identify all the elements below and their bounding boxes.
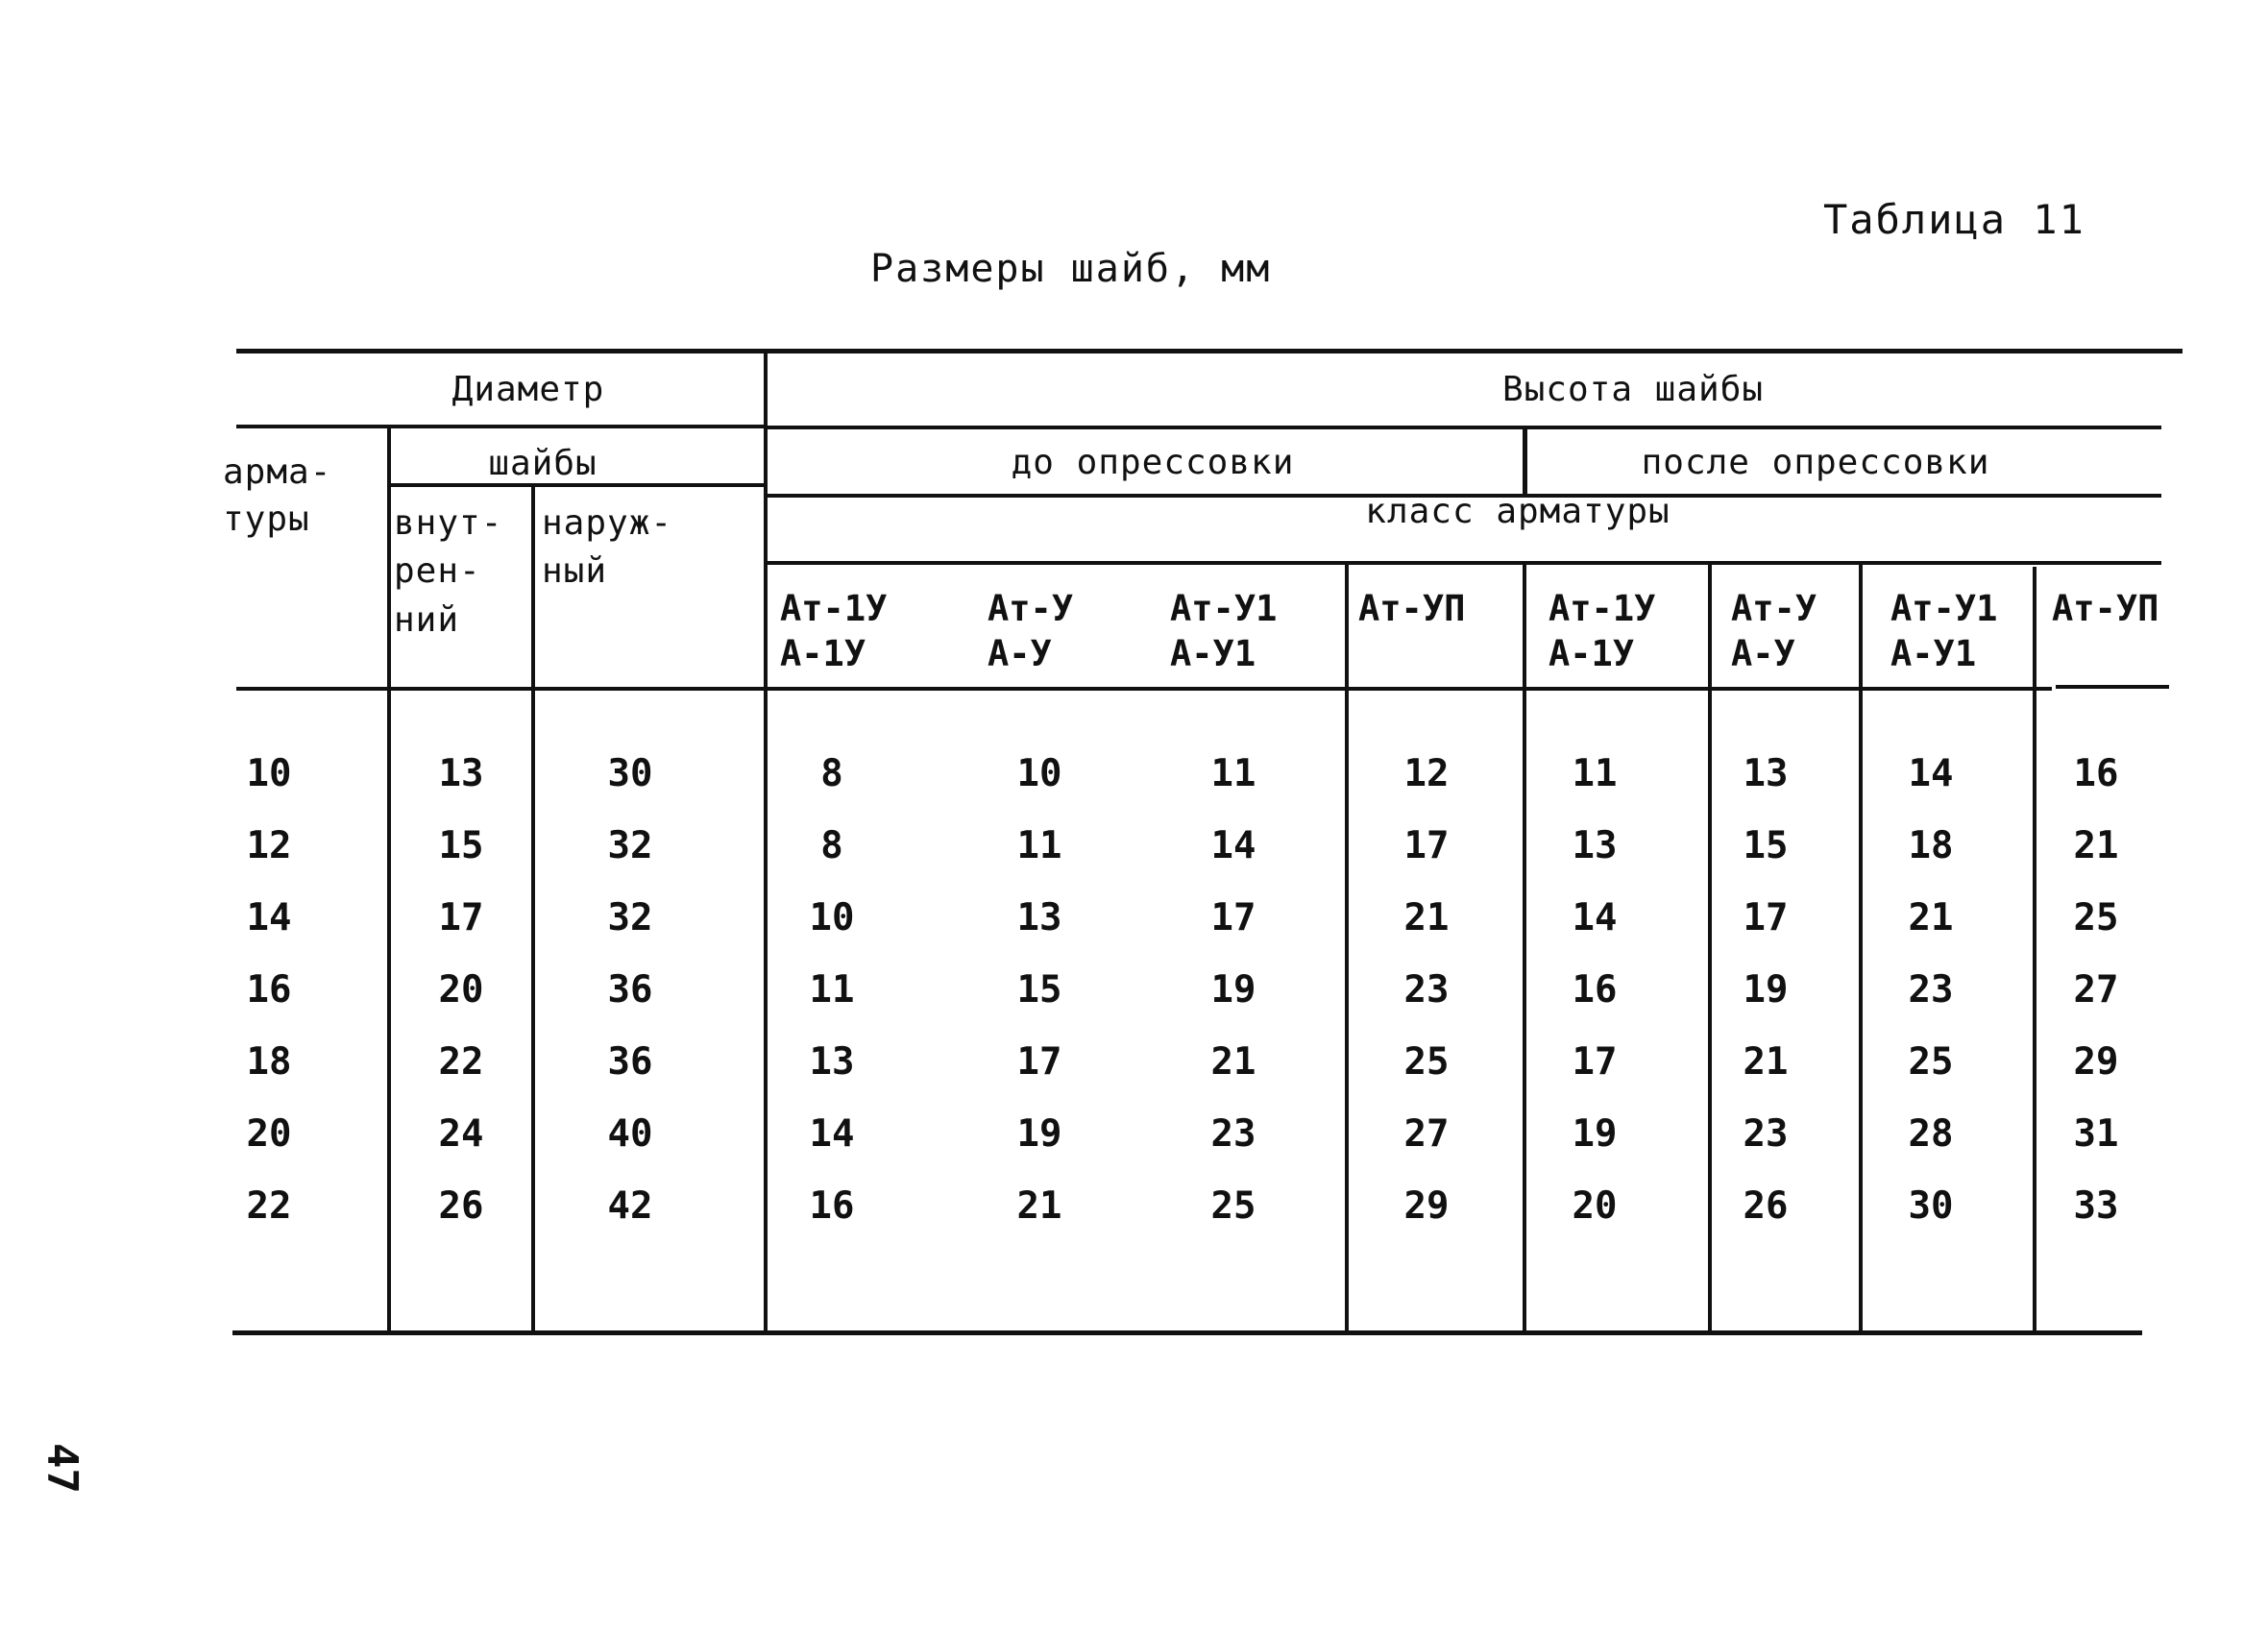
table-cell: 11 [809,968,855,1012]
table-cell: 21 [1908,896,1954,939]
table-cell: 8 [820,824,843,867]
header-diameter: Диаметр [451,370,605,409]
table-number: Таблица 11 [1823,196,2085,243]
col-rule-7 [1859,561,1863,1333]
table-cell: 21 [1403,896,1450,939]
header-height: Высота шайбы [1501,370,1765,409]
table-top-rule [236,349,2183,354]
table-caption: Размеры шайб, мм [870,247,1272,291]
class-label: Ат-У1 А-У1 [1170,588,1278,675]
table-cell: 26 [1743,1184,1789,1228]
class-label: Ат-УП [2052,588,2159,629]
table-cell: 15 [1743,824,1789,867]
page-number: 47 [37,1443,86,1494]
table-cell: 12 [1403,752,1450,795]
table-cell: 17 [1016,1040,1062,1084]
table-cell: 10 [809,896,855,939]
table-cell: 24 [438,1112,484,1156]
table-cell: 29 [2073,1040,2119,1084]
rebar-diameter-cell: 16 [246,968,292,1012]
table-cell: 19 [1743,968,1789,1012]
table-cell: 23 [1743,1112,1789,1156]
table-cell: 26 [438,1184,484,1228]
table-cell: 22 [438,1040,484,1084]
table-cell: 16 [1572,968,1618,1012]
header-bottom-rule-tail [2056,685,2169,689]
table-cell: 21 [1210,1040,1256,1084]
header-outer: наруж- ный [542,503,673,592]
table-cell: 36 [607,1040,653,1084]
table-cell: 16 [809,1184,855,1228]
table-cell: 14 [1908,752,1954,795]
table-cell: 19 [1016,1112,1062,1156]
rebar-diameter-cell: 20 [246,1112,292,1156]
table-cell: 23 [1403,968,1450,1012]
table-cell: 21 [2073,824,2119,867]
table-cell: 13 [809,1040,855,1084]
table-cell: 28 [1908,1112,1954,1156]
table-cell: 30 [1908,1184,1954,1228]
header-rule-washer [389,483,767,487]
header-rule-height [766,426,2161,429]
table-cell: 32 [607,824,653,867]
header-rule-diameter [236,425,765,428]
table-cell: 25 [1908,1040,1954,1084]
table-cell: 25 [1403,1040,1450,1084]
header-inner: внут- рен- ний [394,503,503,640]
table-cell: 27 [1403,1112,1450,1156]
table-cell: 25 [2073,896,2119,939]
class-label: Ат-УП [1358,588,1466,629]
table-cell: 19 [1572,1112,1618,1156]
rebar-diameter-cell: 10 [246,752,292,795]
table-cell: 17 [1403,824,1450,867]
header-washer: шайбы [488,444,597,483]
col-rule-4 [1345,561,1349,1333]
table-cell: 17 [1743,896,1789,939]
table-cell: 13 [1743,752,1789,795]
table-cell: 42 [607,1184,653,1228]
table-cell: 15 [1016,968,1062,1012]
class-label: Ат-1У А-1У [780,588,888,675]
table-cell: 23 [1908,968,1954,1012]
table-cell: 14 [809,1112,855,1156]
header-rebar: арма- туры [223,452,332,539]
table-cell: 32 [607,896,653,939]
table-cell: 40 [607,1112,653,1156]
col-rule-8 [2033,567,2036,1333]
table-cell: 25 [1210,1184,1256,1228]
table-cell: 15 [438,824,484,867]
rebar-diameter-cell: 12 [246,824,292,867]
table-cell: 27 [2073,968,2119,1012]
table-cell: 11 [1016,824,1062,867]
header-bottom-rule [236,687,2052,691]
header-rule-class [766,561,2161,565]
header-before: до опрессовки [1011,443,1295,482]
table-cell: 14 [1210,824,1256,867]
table-cell: 21 [1016,1184,1062,1228]
table-cell: 20 [1572,1184,1618,1228]
table-cell: 8 [820,752,843,795]
table-cell: 11 [1572,752,1618,795]
table-cell: 31 [2073,1112,2119,1156]
rebar-diameter-cell: 22 [246,1184,292,1228]
table-cell: 11 [1210,752,1256,795]
table-cell: 33 [2073,1184,2119,1228]
col-rule-2 [531,483,535,1333]
header-rebar-class: класс арматуры [1365,492,1671,531]
col-rule-1 [387,425,391,1333]
col-rule-stage [1523,426,1527,498]
class-label: Ат-У А-У [1731,588,1817,675]
table-cell: 17 [438,896,484,939]
table-cell: 30 [607,752,653,795]
table-cell: 13 [438,752,484,795]
table-cell: 36 [607,968,653,1012]
table-cell: 16 [2073,752,2119,795]
header-after: после опрессовки [1641,443,1990,482]
col-rule-3 [764,349,768,1333]
table-cell: 14 [1572,896,1618,939]
class-label: Ат-1У А-1У [1549,588,1656,675]
table-cell: 13 [1572,824,1618,867]
class-label: Ат-У1 А-У1 [1890,588,1998,675]
col-rule-5 [1523,561,1526,1333]
table-cell: 20 [438,968,484,1012]
table-cell: 13 [1016,896,1062,939]
class-label: Ат-У А-У [988,588,1074,675]
table-cell: 10 [1016,752,1062,795]
table-cell: 23 [1210,1112,1256,1156]
rebar-diameter-cell: 14 [246,896,292,939]
table-cell: 21 [1743,1040,1789,1084]
table-bottom-rule [232,1330,2142,1335]
rebar-diameter-cell: 18 [246,1040,292,1084]
table-cell: 17 [1210,896,1256,939]
table-cell: 19 [1210,968,1256,1012]
table-cell: 18 [1908,824,1954,867]
table-cell: 17 [1572,1040,1618,1084]
table-cell: 29 [1403,1184,1450,1228]
